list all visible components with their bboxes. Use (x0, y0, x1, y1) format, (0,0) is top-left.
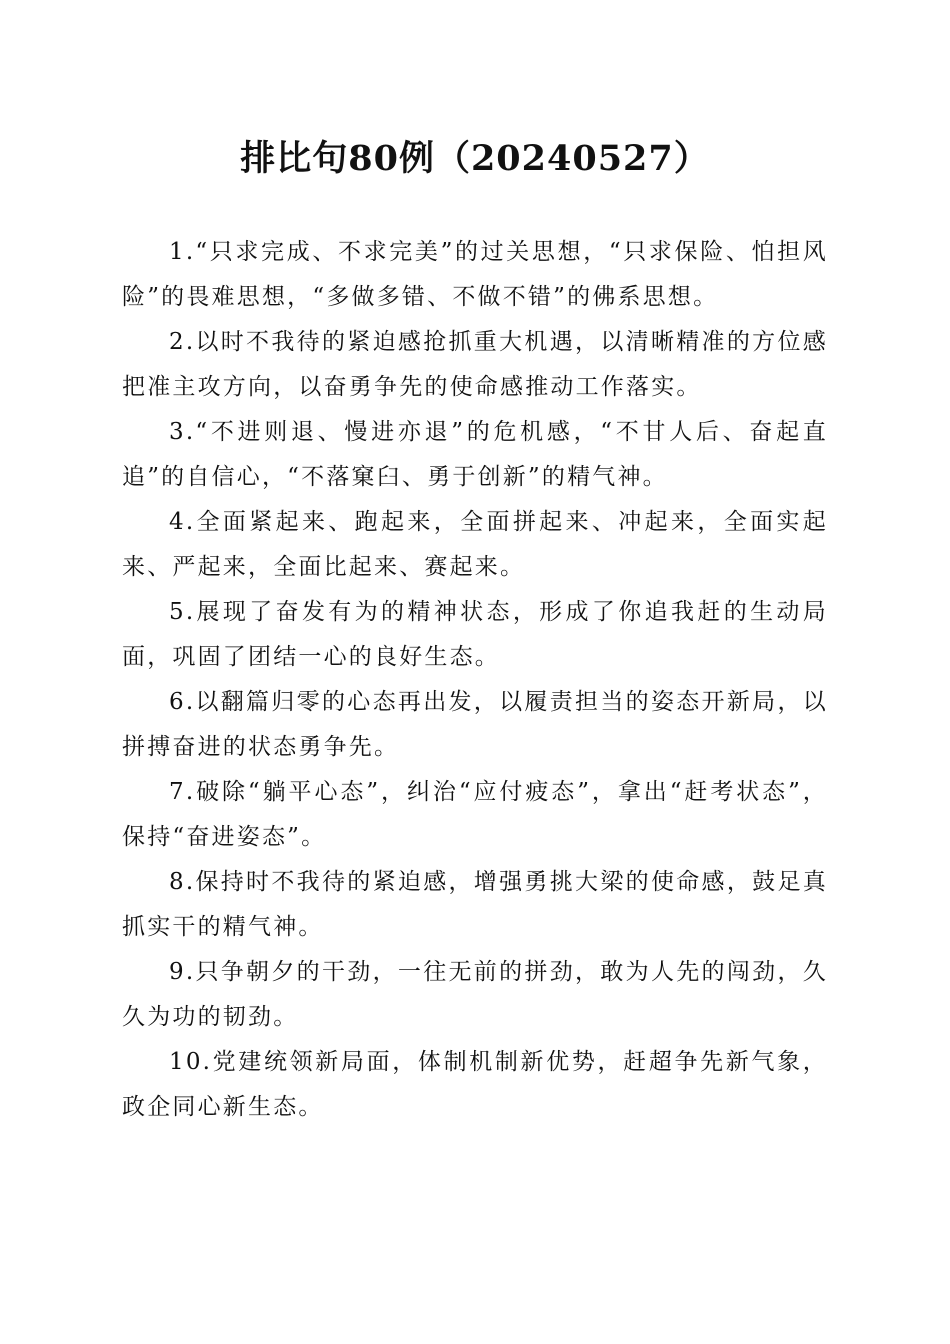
document-body (122, 230, 828, 1130)
paragraph-2: 2.以时不我待的紧迫感抢抓重大机遇，以清晰精准的方位感把准主攻方向，以奋勇争先的使命感推动工作落实。 (122, 329, 828, 400)
paragraph-3: 3.“不进则退、慢进亦退”的危机感，“不甘人后、奋起直追”的自信心，“不落窠臼、勇于创新”的精气神。 (122, 419, 828, 490)
paragraph-10: 10.党建统领新局面，体制机制新优势，赶超争先新气象，政企同心新生态。 (122, 1049, 828, 1120)
paragraph-4: 4.全面紧起来、跑起来，全面拼起来、冲起来，全面实起来、严起来，全面比起来、赛起来。 (122, 509, 828, 580)
paragraph-5: 5.展现了奋发有为的精神状态，形成了你追我赶的生动局面，巩固了团结一心的良好生态。 (122, 599, 828, 670)
paragraph-7: 7.破除“躺平心态”，纠治“应付疲态”，拿出“赶考状态”，保持“奋进姿态”。 (122, 779, 828, 850)
page-title: 排比句80例（20240527） (240, 138, 710, 179)
paragraph-1: 1.“只求完成、不求完美”的过关思想，“只求保险、怕担风险”的畏难思想，“多做多错、不做不错”的佛系思想。 (122, 239, 828, 310)
paragraph-6: 6.以翻篇归零的心态再出发，以履责担当的姿态开新局，以拼搏奋进的状态勇争先。 (122, 689, 828, 760)
paragraph-9: 9.只争朝夕的干劲，一往无前的拼劲，敢为人先的闯劲，久久为功的韧劲。 (122, 959, 828, 1030)
paragraph-8: 8.保持时不我待的紧迫感，增强勇挑大梁的使命感，鼓足真抓实干的精气神。 (122, 869, 828, 940)
